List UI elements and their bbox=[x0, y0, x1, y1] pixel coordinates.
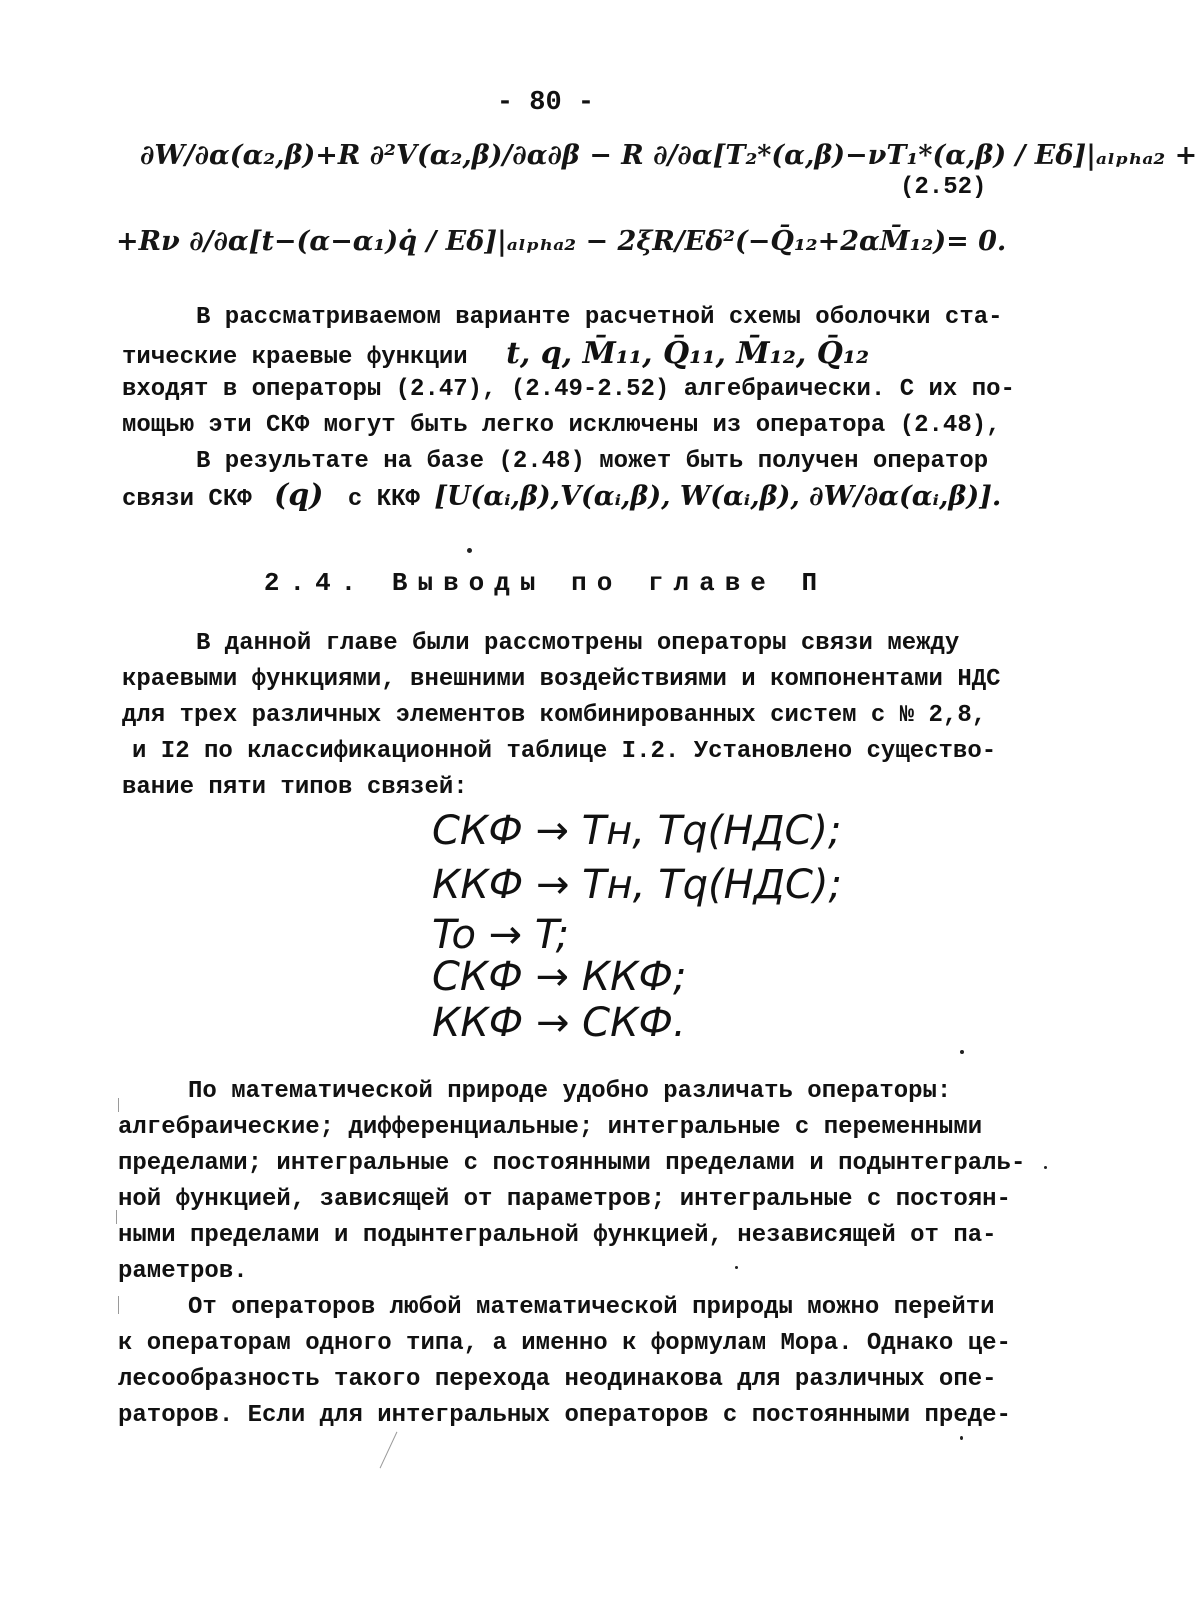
para3-line5: вание пяти типов связей: bbox=[122, 774, 468, 801]
scan-speck bbox=[1044, 1166, 1047, 1169]
para4-line5: ными пределами и подынтегральной функцией, независящей от па- bbox=[118, 1222, 997, 1249]
para3-line2: краевыми функциями, внешними воздействиями и компонентами НДС bbox=[122, 666, 1001, 693]
para2-text-a: связи СКФ bbox=[122, 486, 252, 513]
scan-speck bbox=[735, 1266, 738, 1269]
scan-scratch bbox=[118, 1296, 119, 1314]
scan-speck bbox=[467, 548, 472, 553]
skf-symbol: (q) bbox=[274, 478, 324, 513]
para4-line2: алгебраические; дифференциальные; интегральные с переменными bbox=[118, 1114, 983, 1141]
para1-line1: В рассматриваемом варианте расчетной схемы оболочки ста- bbox=[196, 304, 1003, 331]
relation-4: СКФ → ККФ; bbox=[432, 954, 687, 1000]
relation-5: ККФ → СКФ. bbox=[432, 1000, 686, 1046]
section-heading: 2.4. Выводы по главе П bbox=[263, 568, 828, 598]
scan-speck bbox=[960, 1436, 963, 1440]
relation-3: To → T; bbox=[432, 912, 570, 958]
para4-line1: По математической природе удобно различать операторы: bbox=[188, 1078, 952, 1105]
scan-scratch bbox=[380, 1432, 398, 1469]
formula-line-2: +Rν ∂/∂α[t−(α−α₁)q̇ / Eδ]|ₐₗₚₕₐ₂ − 2ξR/Eδ²(−Q̄₁₂+2αM̄₁₂)= 0. bbox=[116, 226, 1007, 257]
scan-scratch bbox=[118, 1098, 119, 1112]
para3-line1: В данной главе были рассмотрены операторы связи между bbox=[196, 630, 960, 657]
para3-line3: для трех различных элементов комбинированных систем с № 2,8, bbox=[122, 702, 987, 729]
equation-number: (2.52) bbox=[900, 174, 987, 201]
scan-scratch bbox=[116, 1210, 117, 1224]
para4-line4: ной функцией, зависящей от параметров; интегральные с постоян- bbox=[118, 1186, 1011, 1213]
para1-line2-text: тические краевые функции bbox=[122, 344, 468, 371]
formula-line-1: ∂W/∂α(α₂,β)+R ∂²V(α₂,β)/∂α∂β − R ∂/∂α[T₂*(α,β)−νT₁*(α,β) / Eδ]|ₐₗₚₕₐ₂ + bbox=[140, 140, 1197, 171]
relation-1: СКФ → Tн, Tq(НДС); bbox=[432, 808, 842, 854]
kkf-symbol: [U(αᵢ,β),V(αᵢ,β), W(αᵢ,β), ∂W/∂α(αᵢ,β)]. bbox=[434, 481, 1002, 512]
page-number: - 80 - bbox=[496, 88, 595, 118]
para5-line4: раторов. Если для интегральных операторов с постоянными преде- bbox=[118, 1402, 1011, 1429]
para1-line3: входят в операторы (2.47), (2.49-2.52) алгебраически. С их по- bbox=[122, 376, 1015, 403]
para4-line6: раметров. bbox=[118, 1258, 248, 1285]
para5-line3: лесообразность такого перехода неодинакова для различных опе- bbox=[118, 1366, 997, 1393]
para5-line1: От операторов любой математической природы можно перейти bbox=[188, 1294, 995, 1321]
para3-line4: и I2 по классификационной таблице I.2. Установлено существо- bbox=[132, 738, 997, 765]
static-boundary-functions: t, q, M̄₁₁, Q̄₁₁, M̄₁₂, Q̄₁₂ bbox=[506, 336, 870, 371]
scan-speck bbox=[960, 1050, 964, 1054]
para1-line4: мощью эти СКФ могут быть легко исключены из оператора (2.48), bbox=[122, 412, 1001, 439]
para2-line2 bbox=[122, 478, 1001, 518]
para1-line2 bbox=[122, 336, 869, 376]
para5-line2: к операторам одного типа, а именно к формулам Мора. Однако це- bbox=[118, 1330, 1011, 1357]
para4-line3: пределами; интегральные с постоянными пределами и подынтеграль- bbox=[118, 1150, 1026, 1177]
para2-line1: В результате на базе (2.48) может быть получен оператор bbox=[196, 448, 989, 475]
para2-text-b: с ККФ bbox=[347, 486, 420, 513]
relation-2: ККФ → Tн, Tq(НДС); bbox=[432, 862, 842, 908]
